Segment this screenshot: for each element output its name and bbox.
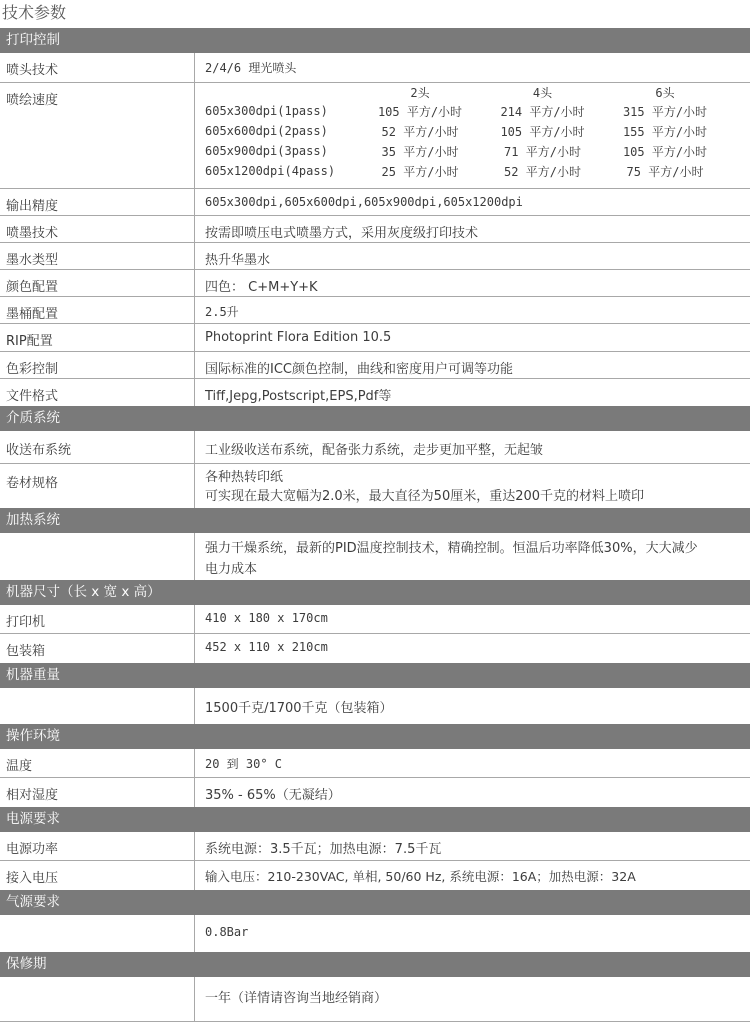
speed-value: 25 平方/小时 xyxy=(381,164,459,179)
spec-label: 收送布系统 xyxy=(0,431,195,463)
spec-value: 2.5升 xyxy=(205,305,239,319)
spec-label: 文件格式 xyxy=(0,379,195,406)
spec-row-temp xyxy=(0,749,750,778)
speed-table-header xyxy=(205,84,725,101)
spec-row-color-config xyxy=(0,270,750,297)
speed-col-header: 4头 xyxy=(532,86,553,100)
spec-label: 接入电压 xyxy=(0,861,195,890)
spec-row-speed xyxy=(0,83,750,189)
speed-value: 71 平方/小时 xyxy=(504,144,581,159)
spec-label: 墨桶配置 xyxy=(0,297,195,323)
section-header-environment: 操作环境 xyxy=(0,724,750,749)
speed-mode: 605x600dpi(2pass) xyxy=(205,124,328,138)
spec-row-ink-tank xyxy=(0,297,750,324)
spec-value: 452 x 110 x 210cm xyxy=(205,640,328,654)
spec-label: RIP配置 xyxy=(0,324,195,351)
spec-value: Photoprint Flora Edition 10.5 xyxy=(205,330,392,345)
spec-row-head-tech xyxy=(0,53,750,83)
speed-col-header: 6头 xyxy=(655,86,675,100)
speed-value: 214 平方/小时 xyxy=(500,104,585,119)
section-header-air: 气源要求 xyxy=(0,890,750,915)
speed-table-wrap xyxy=(195,83,750,188)
spec-label xyxy=(0,977,195,1021)
speed-table-row xyxy=(205,141,725,161)
section-header-heating: 加热系统 xyxy=(0,508,750,533)
speed-value: 315 平方/小时 xyxy=(622,104,708,119)
spec-value xyxy=(195,464,750,508)
speed-value: 155 平方/小时 xyxy=(622,124,708,139)
spec-value: 410 x 180 x 170cm xyxy=(205,611,328,625)
spec-value: 0.8Bar xyxy=(205,925,249,939)
speed-mode: 605x1200dpi(4pass) xyxy=(205,164,336,178)
speed-value: 52 平方/小时 xyxy=(504,164,581,179)
spec-row-rip xyxy=(0,324,750,352)
spec-row-voltage xyxy=(0,861,750,890)
speed-table xyxy=(205,84,725,181)
spec-label xyxy=(0,915,195,952)
spec-value-line: 电力成本 xyxy=(205,562,258,577)
spec-label: 颜色配置 xyxy=(0,270,195,296)
speed-table-row xyxy=(205,101,725,121)
spec-label: 喷墨技术 xyxy=(0,216,195,242)
spec-value-line: 强力干燥系统，最新的PID温度控制技术，精确控制。恒温后功率降低30%，大大减少 xyxy=(205,541,698,556)
spec-label: 墨水类型 xyxy=(0,243,195,269)
spec-value: Tiff,Jepg,Postscript,EPS,Pdf等 xyxy=(205,389,392,404)
spec-label: 色彩控制 xyxy=(0,352,195,378)
spec-row-roll xyxy=(0,464,750,508)
speed-col-header: 2头 xyxy=(410,86,430,100)
spec-label: 输出精度 xyxy=(0,189,195,215)
spec-row-weight xyxy=(0,688,750,724)
spec-label: 相对湿度 xyxy=(0,778,195,807)
spec-value: 国际标准的ICC颜色控制，曲线和密度用户可调等功能 xyxy=(205,362,513,377)
spec-row-feed xyxy=(0,431,750,464)
speed-table-row xyxy=(205,121,725,141)
speed-mode: 605x300dpi(1pass) xyxy=(205,104,328,118)
spec-label: 喷绘速度 xyxy=(0,83,195,188)
spec-row-file-format xyxy=(0,379,750,406)
spec-value: 工业级收送布系统，配备张力系统，走步更加平整，无起皱 xyxy=(205,443,544,458)
section-header-power: 电源要求 xyxy=(0,807,750,832)
spec-value: 按需即喷压电式喷墨方式，采用灰度级打印技术 xyxy=(205,226,479,241)
spec-label: 卷材规格 xyxy=(0,464,195,508)
spec-value: 四色： C+M+Y+K xyxy=(205,280,318,295)
spec-value: 热升华墨水 xyxy=(205,253,271,268)
spec-value: 1500千克/1700千克（包装箱） xyxy=(205,701,393,716)
section-header-print: 打印控制 xyxy=(0,28,750,53)
speed-value: 105 平方/小时 xyxy=(377,104,463,119)
section-header-warranty: 保修期 xyxy=(0,952,750,977)
section-header-size: 机器尺寸（长 x 宽 x 高） xyxy=(0,580,750,605)
spec-label xyxy=(0,688,195,724)
spec-value: 35% - 65%（无凝结） xyxy=(205,788,341,803)
spec-value: 2/4/6 理光喷头 xyxy=(205,61,297,75)
spec-row-heating xyxy=(0,533,750,580)
speed-value: 75 平方/小时 xyxy=(626,164,704,179)
spec-value-line: 各种热转印纸 xyxy=(205,470,284,485)
spec-row-color-control xyxy=(0,352,750,379)
spec-value: 605x300dpi,605x600dpi,605x900dpi,605x1200dpi xyxy=(205,195,523,209)
speed-value: 105 平方/小时 xyxy=(622,144,708,159)
spec-row-precision xyxy=(0,189,750,216)
spec-row-package-size xyxy=(0,634,750,663)
spec-row-wattage xyxy=(0,832,750,861)
spec-label: 包装箱 xyxy=(0,634,195,663)
spec-value-line: 可实现在最大宽幅为2.0米，最大直径为50厘米，重达200千克的材料上喷印 xyxy=(205,489,645,504)
speed-value: 105 平方/小时 xyxy=(500,124,585,139)
spec-label: 温度 xyxy=(0,749,195,777)
speed-mode: 605x900dpi(3pass) xyxy=(205,144,328,158)
page-title: 技术参数 xyxy=(2,3,67,22)
speed-value: 35 平方/小时 xyxy=(381,144,459,159)
spec-value: 输入电压：210-230VAC, 单相, 50/60 Hz, 系统电源：16A；加热电源：32A xyxy=(205,869,636,884)
spec-row-air xyxy=(0,915,750,952)
section-header-weight: 机器重量 xyxy=(0,663,750,688)
spec-row-warranty xyxy=(0,977,750,1022)
spec-row-humidity xyxy=(0,778,750,807)
spec-value xyxy=(195,533,750,580)
spec-label: 电源功率 xyxy=(0,832,195,860)
spec-label: 喷头技术 xyxy=(0,53,195,82)
spec-row-ink-tech xyxy=(0,216,750,243)
spec-value: 一年（详情请咨询当地经销商） xyxy=(205,991,388,1006)
spec-row-ink-type xyxy=(0,243,750,270)
spec-label: 打印机 xyxy=(0,605,195,633)
speed-table-row xyxy=(205,161,725,181)
spec-label xyxy=(0,533,195,580)
spec-value: 20 到 30° C xyxy=(205,757,283,771)
spec-value: 系统电源：3.5千瓦；加热电源：7.5千瓦 xyxy=(205,842,442,857)
spec-row-printer-size xyxy=(0,605,750,634)
section-header-media: 介质系统 xyxy=(0,406,750,431)
speed-value: 52 平方/小时 xyxy=(381,124,459,139)
